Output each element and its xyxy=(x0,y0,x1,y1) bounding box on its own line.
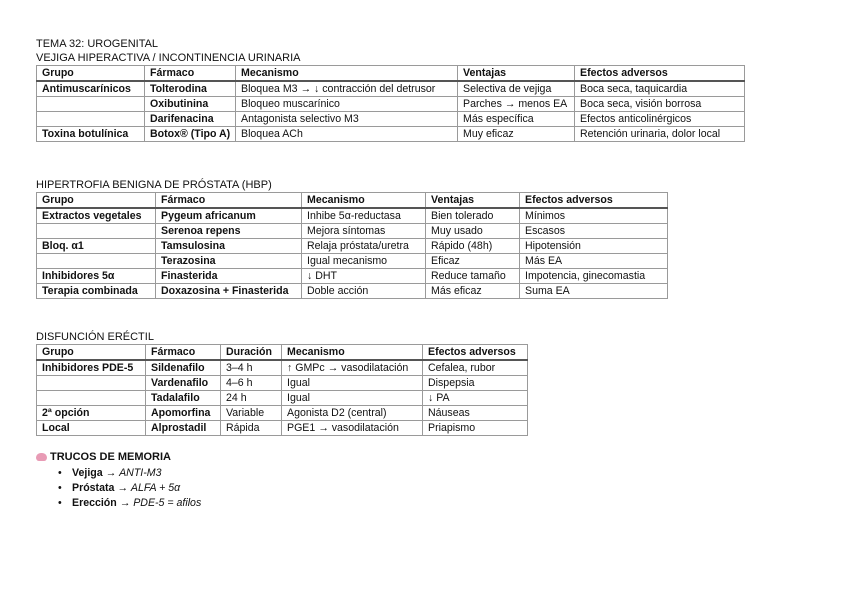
header-cell: Grupo xyxy=(37,66,145,82)
table-row xyxy=(37,112,745,127)
mechanism-cell: Doble acción xyxy=(302,284,426,299)
mechanism-cell: ↑ GMPc → vasodilatación xyxy=(282,360,423,376)
drug-cell: Pygeum africanum xyxy=(156,208,302,224)
advantage-cell: Reduce tamaño xyxy=(426,269,520,284)
table-row xyxy=(37,391,528,406)
table-row xyxy=(37,269,668,284)
mechanism-cell: Relaja próstata/uretra xyxy=(302,239,426,254)
header-cell: Efectos adversos xyxy=(423,345,528,361)
adverse-cell: Náuseas xyxy=(423,406,528,421)
header-cell: Ventajas xyxy=(458,66,575,82)
header-cell: Fármaco xyxy=(145,66,236,82)
trick-value: ANTI-M3 xyxy=(119,467,162,479)
duration-cell: Rápida xyxy=(221,421,282,436)
drug-cell: Finasterida xyxy=(156,269,302,284)
group-cell: Bloq. α1 xyxy=(37,239,156,254)
trick-key: Erección xyxy=(72,497,117,509)
adverse-cell: Boca seca, visión borrosa xyxy=(575,97,745,112)
drug-cell: Tadalafilo xyxy=(146,391,221,406)
trick-key: Próstata xyxy=(72,482,115,494)
header-cell: Ventajas xyxy=(426,193,520,209)
header-cell: Efectos adversos xyxy=(575,66,745,82)
table-row xyxy=(37,360,528,376)
mechanism-cell: Bloquea M3 → ↓ contracción del detrusor xyxy=(236,81,458,97)
duration-cell: 3–4 h xyxy=(221,360,282,376)
drug-cell: Terazosina xyxy=(156,254,302,269)
table-row xyxy=(37,284,668,299)
mechanism-cell: Agonista D2 (central) xyxy=(282,406,423,421)
duration-cell: 4–6 h xyxy=(221,376,282,391)
group-cell: Toxina botulínica xyxy=(37,127,145,142)
header-cell: Duración xyxy=(221,345,282,361)
adverse-cell: Escasos xyxy=(520,224,668,239)
group-cell xyxy=(37,376,146,391)
trick-arrow: → xyxy=(102,467,120,479)
adverse-cell: Efectos anticolinérgicos xyxy=(575,112,745,127)
header-cell: Mecanismo xyxy=(302,193,426,209)
table-row xyxy=(37,81,745,97)
adverse-cell: Boca seca, taquicardia xyxy=(575,81,745,97)
group-cell: Extractos vegetales xyxy=(37,208,156,224)
header-cell: Efectos adversos xyxy=(520,193,668,209)
table-row xyxy=(37,239,668,254)
table-row xyxy=(37,224,668,239)
adverse-cell: Retención urinaria, dolor local xyxy=(575,127,745,142)
table-bladder xyxy=(36,65,745,142)
drug-cell: Serenoa repens xyxy=(156,224,302,239)
trick-arrow: → xyxy=(114,482,131,494)
drug-cell: Apomorfina xyxy=(146,406,221,421)
group-cell xyxy=(37,97,145,112)
section-title-prostate: HIPERTROFIA BENIGNA DE PRÓSTATA (HBP) xyxy=(36,179,272,191)
tricks-title: TRUCOS DE MEMORIA xyxy=(50,451,171,463)
list-item xyxy=(72,481,816,496)
adverse-cell: Más EA xyxy=(520,254,668,269)
group-cell: Terapia combinada xyxy=(37,284,156,299)
drug-cell: Tamsulosina xyxy=(156,239,302,254)
mechanism-cell: Antagonista selectivo M3 xyxy=(236,112,458,127)
mechanism-cell: Igual xyxy=(282,376,423,391)
table-header-row xyxy=(37,345,528,361)
group-cell: Antimuscarínicos xyxy=(37,81,145,97)
document-page xyxy=(36,37,816,511)
drug-cell: Sildenafilo xyxy=(146,360,221,376)
mechanism-cell: PGE1 → vasodilatación xyxy=(282,421,423,436)
advantage-cell: Más específica xyxy=(458,112,575,127)
tricks-heading xyxy=(36,450,816,465)
drug-cell: Vardenafilo xyxy=(146,376,221,391)
drug-cell: Doxazosina + Finasterida xyxy=(156,284,302,299)
adverse-cell: Mínimos xyxy=(520,208,668,224)
header-cell: Mecanismo xyxy=(236,66,458,82)
mechanism-cell: Bloquea ACh xyxy=(236,127,458,142)
advantage-cell: Selectiva de vejiga xyxy=(458,81,575,97)
advantage-cell: Rápido (48h) xyxy=(426,239,520,254)
advantage-cell: Parches → menos EA xyxy=(458,97,575,112)
group-cell xyxy=(37,391,146,406)
mechanism-cell: Igual xyxy=(282,391,423,406)
group-cell: Inhibidores PDE-5 xyxy=(37,360,146,376)
drug-cell: Oxibutinina xyxy=(145,97,236,112)
table-row xyxy=(37,376,528,391)
table-row xyxy=(37,421,528,436)
header-cell: Fármaco xyxy=(146,345,221,361)
group-cell xyxy=(37,112,145,127)
table-row xyxy=(37,208,668,224)
duration-cell: 24 h xyxy=(221,391,282,406)
group-cell: Inhibidores 5α xyxy=(37,269,156,284)
table-header-row xyxy=(37,66,745,82)
list-item xyxy=(72,496,816,511)
advantage-cell: Muy eficaz xyxy=(458,127,575,142)
section-title-bladder: VEJIGA HIPERACTIVA / INCONTINENCIA URINARIA xyxy=(36,52,301,64)
section-title-erectile: DISFUNCIÓN ERÉCTIL xyxy=(36,331,154,343)
adverse-cell: Hipotensión xyxy=(520,239,668,254)
header-cell: Mecanismo xyxy=(282,345,423,361)
duration-cell: Variable xyxy=(221,406,282,421)
table-row xyxy=(37,406,528,421)
table-row xyxy=(37,97,745,112)
table-prostate xyxy=(36,192,668,299)
adverse-cell: ↓ PA xyxy=(423,391,528,406)
group-cell: 2ª opción xyxy=(37,406,146,421)
advantage-cell: Eficaz xyxy=(426,254,520,269)
trick-value: PDE-5 = afilos xyxy=(133,497,202,509)
mechanism-cell: Inhibe 5α-reductasa xyxy=(302,208,426,224)
table-row xyxy=(37,254,668,269)
header-cell: Fármaco xyxy=(156,193,302,209)
drug-cell: Darifenacina xyxy=(145,112,236,127)
list-item xyxy=(72,466,816,481)
header-cell: Grupo xyxy=(37,193,156,209)
advantage-cell: Muy usado xyxy=(426,224,520,239)
advantage-cell: Bien tolerado xyxy=(426,208,520,224)
topic-title: TEMA 32: UROGENITAL xyxy=(36,38,159,50)
adverse-cell: Dispepsia xyxy=(423,376,528,391)
mechanism-cell: Igual mecanismo xyxy=(302,254,426,269)
trick-value: ALFA + 5α xyxy=(130,482,181,494)
tricks-list xyxy=(36,466,816,511)
trick-arrow: → xyxy=(116,497,134,509)
drug-cell: Tolterodina xyxy=(145,81,236,97)
mechanism-cell: Bloqueo muscarínico xyxy=(236,97,458,112)
advantage-cell: Más eficaz xyxy=(426,284,520,299)
mechanism-cell: ↓ DHT xyxy=(302,269,426,284)
adverse-cell: Cefalea, rubor xyxy=(423,360,528,376)
brain-icon xyxy=(36,453,47,461)
mechanism-cell: Mejora síntomas xyxy=(302,224,426,239)
group-cell xyxy=(37,254,156,269)
table-erectile xyxy=(36,344,528,436)
adverse-cell: Suma EA xyxy=(520,284,668,299)
adverse-cell: Priapismo xyxy=(423,421,528,436)
header-cell: Grupo xyxy=(37,345,146,361)
drug-cell: Botox® (Tipo A) xyxy=(145,127,236,142)
trick-key: Vejiga xyxy=(72,467,103,479)
group-cell: Local xyxy=(37,421,146,436)
drug-cell: Alprostadil xyxy=(146,421,221,436)
adverse-cell: Impotencia, ginecomastia xyxy=(520,269,668,284)
table-row xyxy=(37,127,745,142)
table-header-row xyxy=(37,193,668,209)
group-cell xyxy=(37,224,156,239)
